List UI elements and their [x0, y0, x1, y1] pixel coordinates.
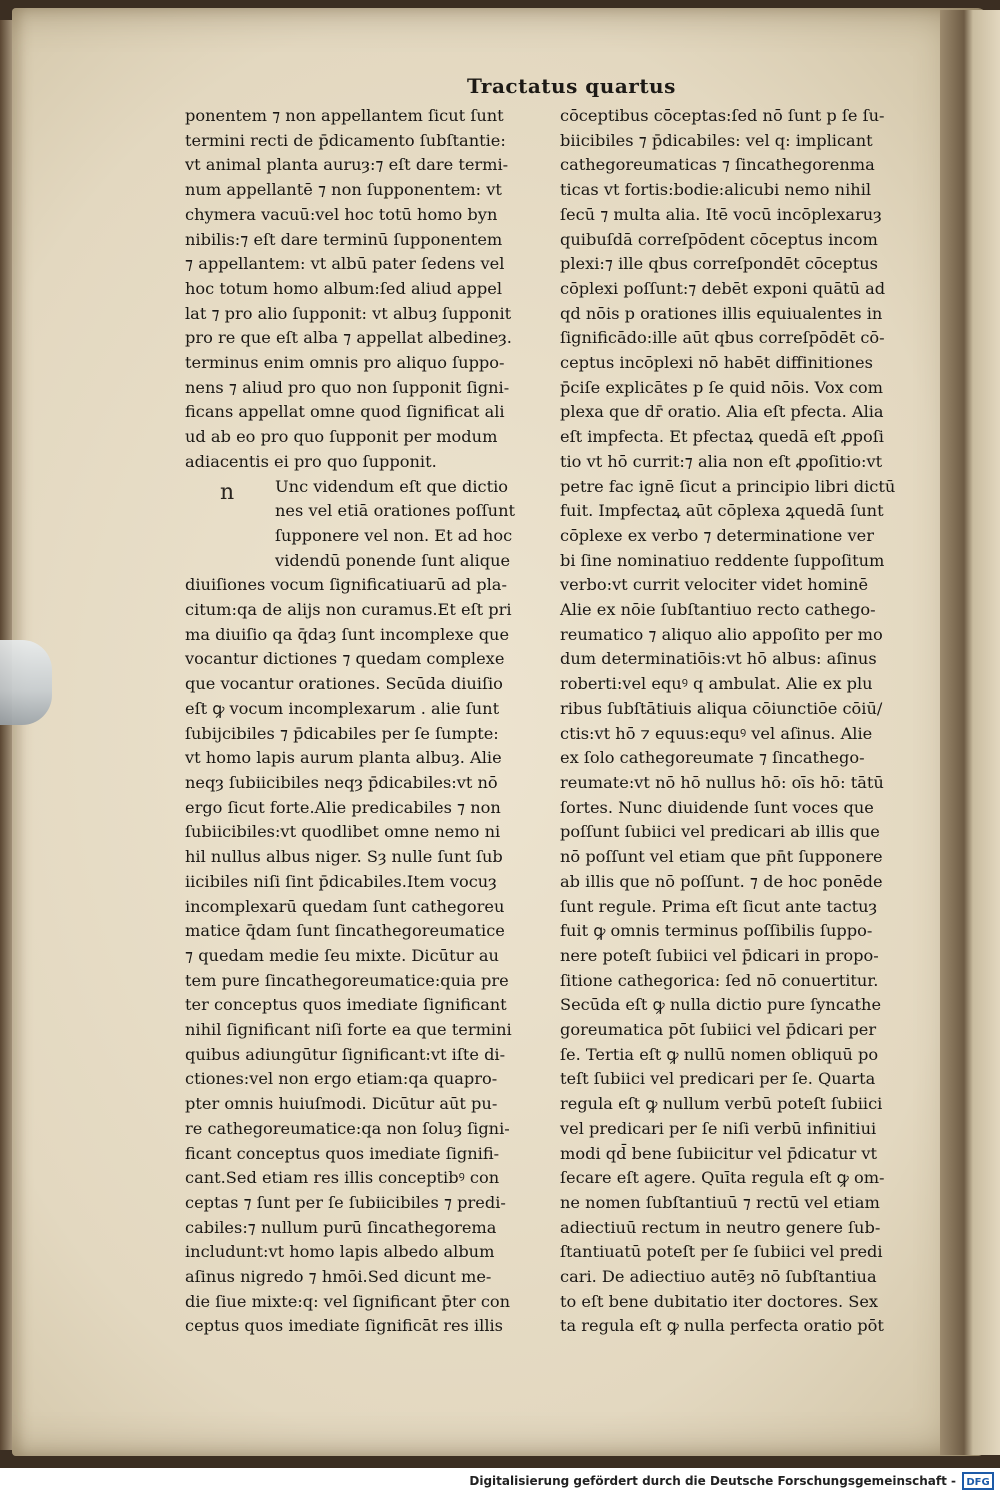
text-line: diuiſiones vocum ſignificatiuarū ad pla- — [185, 575, 507, 595]
text-line: plexi:⁊ ille qbus correſpondēt cōceptus — [560, 254, 878, 274]
text-line: eſt impfecta. Et pfectaꝝ quedā eſt ꝓpoſi — [560, 427, 884, 447]
text-line: quibus adiungūtur ſignificant:vt iſte di- — [185, 1044, 506, 1064]
text-line: vt homo lapis aurum planta albuȝ. Alie — [185, 748, 502, 768]
text-line: verbo:vt currit velociter videt hominē — [560, 575, 869, 595]
text-line: nihil ſignificant niſi forte ea que termini — [185, 1020, 512, 1040]
text-line: citum:qa de alijs non curamus.Et eſt pri — [185, 600, 512, 620]
text-line: Secūda eſt ꝙ nulla dictio pure ſyncathe — [560, 995, 882, 1015]
text-line: ctiones:vel non ergo etiam:qa quapro- — [185, 1069, 498, 1089]
text-line: ne nomen ſubſtantiuū ⁊ rectū vel etiam — [560, 1192, 880, 1212]
text-line: ⁊ quedam medie ſeu mixte. Dicūtur au — [185, 945, 499, 965]
text-line: aſinus nigredo ⁊ hmōi.Sed dicunt me- — [185, 1267, 492, 1287]
text-line: fuit. Impfectaꝝ aūt cōplexa ꝝquedā ſunt — [560, 501, 884, 521]
text-line: matice q̄dam ſunt ſincathegoreumatice — [185, 921, 505, 941]
text-line: ficant conceptus quos imediate ſignifi- — [185, 1143, 500, 1163]
text-line: num appellantē ⁊ non ſupponentem: vt — [185, 180, 502, 200]
text-line: re cathegoreumatice:qa non ſoluȝ ſigni- — [185, 1118, 510, 1138]
text-line: cant.Sed etiam res illis conceptibꝰ con — [185, 1168, 500, 1188]
text-line: biicibiles ⁊ p̄dicabiles: vel q: implicant — [560, 130, 873, 150]
text-line: pter omnis huiuſmodi. Dicūtur aūt pu- — [185, 1094, 498, 1114]
text-line: Alie ex nōie ſubſtantiuo recto cathego- — [560, 600, 876, 620]
text-line: vocantur dictiones ⁊ quedam complexe — [185, 649, 505, 669]
text-line: ſubiicibiles:vt quodlibet omne nemo ni — [185, 822, 501, 842]
text-line: termini recti de p̄dicamento ſubſtantie: — [185, 130, 506, 150]
text-line: tio vt hō currit:⁊ alia non eſt ꝓpoſitio:vt — [560, 451, 883, 471]
text-line: ⁊ appellantem: vt albū pater ſedens vel — [185, 254, 505, 274]
text-line: teſt ſubiici vel predicari per ſe. Quarta — [560, 1069, 876, 1089]
text-line: ſignificādo:ille aūt qbus correſpōdēt cō- — [560, 328, 885, 348]
text-line: reumate:vt nō hō nullus hō: oīs hō: tātū — [560, 772, 884, 792]
text-line: reumatico ⁊ aliquo alio appoſito per mo — [560, 624, 883, 644]
left-column — [185, 104, 540, 1339]
text-line: poſſunt ſubiici vel predicari ab illis que — [560, 822, 880, 842]
text-line: ponentem ⁊ non appellantem ſicut ſunt — [185, 106, 504, 125]
text-line: Unc videndum eſt que dictio — [275, 476, 509, 496]
dfg-logo: DFG — [962, 1472, 994, 1490]
text-line: chymera vacuū:vel hoc totū homo byn — [185, 204, 498, 224]
text-line: ribus ſubſtātiuis aliqua cōiunctiōe cōiū/ — [560, 698, 883, 718]
text-line: cabiles:⁊ nullum purū ſincathegorema — [185, 1217, 497, 1237]
text-line: ſe. Tertia eſt ꝙ nullū nomen obliquū po — [560, 1044, 879, 1064]
text-line: eſt ꝙ vocum incomplexarum . alie ſunt — [185, 698, 500, 718]
text-line: die ſiue mixte:q: vel ſignificant p̄ter con — [185, 1291, 511, 1311]
text-line: adiacentis ei pro quo ſupponit. — [185, 451, 437, 471]
text-line: ſunt regule. Prima eſt ſicut ante tactuȝ — [560, 896, 878, 916]
text-line: ſecare eſt agere. Quīta regula eſt ꝙ om- — [560, 1168, 885, 1188]
text-line: p̄ciſe explicātes p ſe quid nōis. Vox com — [560, 377, 884, 397]
text-line: nes vel etiā orationes poſſunt — [275, 501, 516, 521]
text-line: cōplexi poſſunt:⁊ debēt exponi quātū ad — [560, 278, 886, 298]
text-line: hoc totum homo album:ſed aliud appel — [185, 278, 503, 298]
text-line: ſubijcibiles ⁊ p̄dicabiles per ſe ſumpte: — [185, 723, 499, 743]
text-line: ud ab eo pro quo ſupponit per modum — [185, 427, 498, 447]
text-line: ctis:vt hō ⁊ equus:equꝰ vel aſinus. Alie — [560, 723, 873, 743]
text-line: goreumatica pōt ſubiici vel p̄dicari per — [560, 1020, 877, 1040]
text-line: dum determinatiōis:vt hō albus: aſinus — [560, 649, 877, 669]
text-line: neqȝ ſubiicibiles neqȝ p̄dicabiles:vt nō — [185, 772, 498, 792]
text-line: videndū ponende ſunt alique — [275, 550, 511, 570]
text-line: ficans appellat omne quod ſignificat ali — [185, 402, 505, 422]
text-line: terminus enim omnis pro aliquo ſuppo- — [185, 353, 505, 373]
text-line: cōplexe ex verbo ⁊ determinatione ver — [560, 525, 874, 545]
page-clip — [0, 640, 52, 725]
text-line: ex ſolo cathegoreumate ⁊ ſincathego- — [560, 748, 865, 768]
text-line: fuit ꝙ omnis terminus poſſibilis ſuppo- — [560, 921, 873, 941]
text-line: ſtantiuatū poteſt per ſe ſubiici vel predi — [560, 1242, 883, 1262]
text-line: tem pure ſincathegoreumatice:quia pre — [185, 970, 509, 990]
text-line: modi qd̄ bene ſubiicitur vel p̄dicatur vt — [560, 1143, 878, 1163]
text-line: ceptas ⁊ ſunt per ſe ſubiicibiles ⁊ predi- — [185, 1192, 506, 1212]
text-line: vt animal planta auruȝ:⁊ eſt dare termi- — [185, 155, 509, 175]
running-header: Tractatus quartus — [467, 74, 676, 98]
text-line: nō poſſunt vel etiam que pn̄t ſupponere — [560, 847, 883, 867]
text-line: nibilis:⁊ eſt dare terminū ſupponentem — [185, 229, 503, 249]
text-line: iicibiles niſi ſint p̄dicabiles.Item vocuȝ — [185, 871, 497, 891]
text-line: petre fac ignē ſicut a principio libri dictū — [560, 476, 896, 496]
text-line: nens ⁊ aliud pro quo non ſupponit ſigni- — [185, 377, 510, 397]
text-line: cari. De adiectiuo autēȝ nō ſubſtantiua — [560, 1267, 877, 1287]
text-line: adiectiuū rectum in neutro genere ſub- — [560, 1217, 881, 1237]
text-line: ſitione cathegorica: ſed nō conuertitur. — [560, 970, 879, 990]
text-line: ſupponere vel non. Et ad hoc — [275, 525, 513, 545]
footer-credit: Digitalisierung gefördert durch die Deutsche Forschungsgemeinschaft - — [469, 1474, 956, 1488]
text-line: pro re que eſt alba ⁊ appellat albedineȝ. — [185, 328, 512, 348]
text-line: ceptus quos imediate ſignificāt res illis — [185, 1316, 503, 1336]
text-line: ceptus incōplexi nō habēt diffinitiones — [560, 353, 873, 373]
text-line: ta regula eſt ꝙ nulla perfecta oratio pōt — [560, 1316, 884, 1336]
text-line: ticas vt fortis:bodie:alicubi nemo nihil — [560, 180, 872, 200]
text-line: regula eſt ꝙ nullum verbū poteſt ſubiici — [560, 1094, 883, 1114]
text-line: lat ⁊ pro alio ſupponit: vt albuȝ ſupponit — [185, 303, 512, 323]
text-line: ab illis que nō poſſunt. ⁊ de hoc ponēde — [560, 871, 883, 891]
text-line: incomplexarū quedam ſunt cathegoreu — [185, 896, 505, 916]
text-line: que vocantur orationes. Secūda diuiſio — [185, 674, 503, 694]
text-line: bi ſine nominatiuo reddente ſuppoſitum — [560, 550, 885, 570]
text-line: quibuſdā correſpōdent cōceptus incom — [560, 229, 878, 249]
right-column — [560, 104, 920, 1339]
text-line: ma diuiſio qa q̄daȝ ſunt incomplexe que — [185, 624, 510, 644]
text-line: cathegoreumaticas ⁊ ſincathegorenma — [560, 155, 875, 175]
text-line: roberti:vel equꝰ q ambulat. Alie ex plu — [560, 674, 873, 694]
next-page-strip — [958, 59, 1000, 1440]
text-line: to eſt bene dubitatio iter doctores. Sex — [560, 1291, 879, 1311]
text-line: includunt:vt homo lapis albedo album — [185, 1242, 495, 1262]
text-line: ſecū ⁊ multa alia. Itē vocū incōplexaruȝ — [560, 204, 882, 224]
footer-bar — [0, 1468, 1000, 1495]
text-line: ſortes. Nunc diuidende ſunt voces que — [560, 797, 874, 817]
text-line: cōceptibus cōceptas:ſed nō ſunt p ſe ſu- — [560, 106, 885, 125]
text-line: qd nōis p orationes illis equiualentes in — [560, 303, 883, 323]
text-line: nere poteſt ſubiici vel p̄dicari in propo- — [560, 945, 879, 965]
initial-letter: n — [220, 480, 235, 505]
text-line: ergo ſicut forte.Alie predicabiles ⁊ non — [185, 797, 501, 817]
text-line: hil nullus albus niger. Sȝ nulle ſunt ſub — [185, 847, 503, 867]
text-line: ter conceptus quos imediate ſignificant — [185, 995, 507, 1015]
text-line: plexa que dr̄ oratio. Alia eſt pfecta. Alia — [560, 402, 884, 422]
text-line: vel predicari per ſe niſi verbū infinitiui — [560, 1118, 877, 1138]
